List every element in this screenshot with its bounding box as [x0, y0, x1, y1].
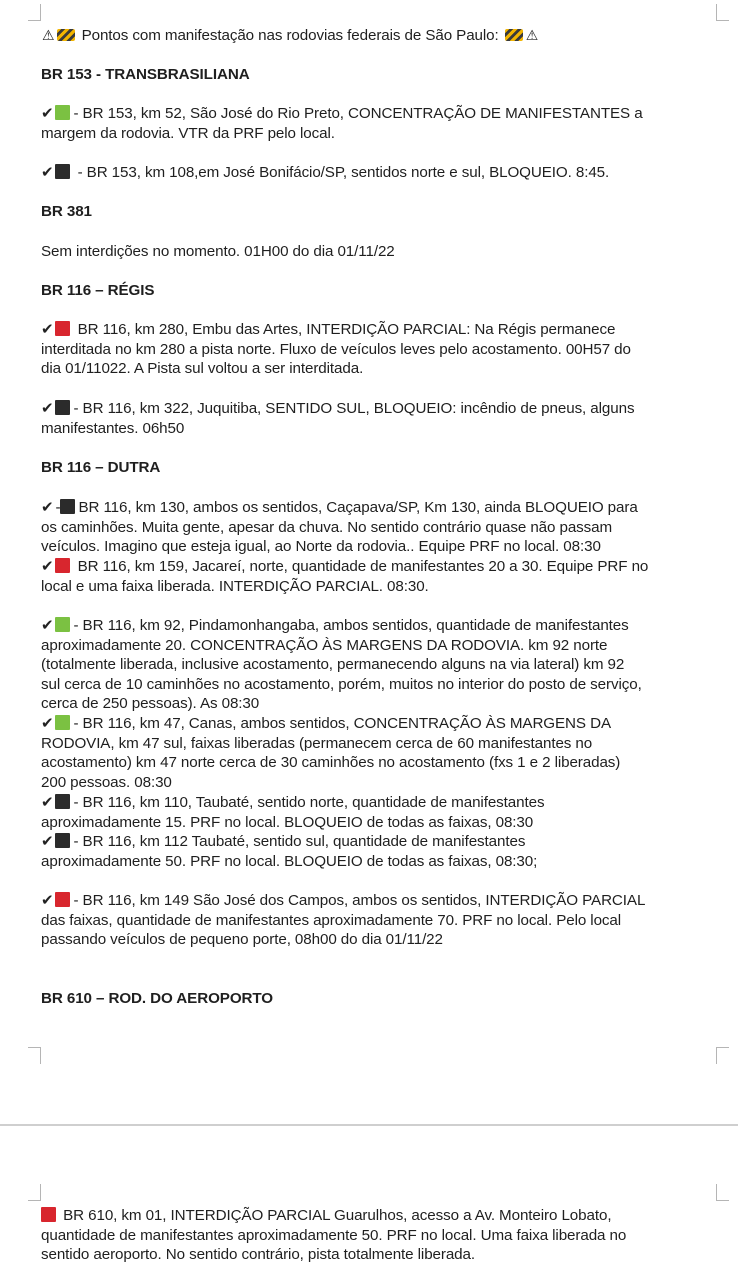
- section-heading: BR 381: [41, 203, 92, 220]
- report-entry: ✔ - BR 153, km 52, São José do Rio Preto, CONCENTRAÇÃO DE MANIFESTANTES a margem da rodovia. VTR da PRF pelo local.: [41, 105, 643, 142]
- check-mark-icon: ✔: [41, 617, 54, 634]
- check-mark-icon: ✔: [41, 105, 54, 122]
- construction-barrier-icon: [505, 29, 523, 41]
- check-mark-icon: ✔: [41, 794, 54, 811]
- warning-icon: ⚠: [525, 27, 539, 43]
- report-entry: ✔ - BR 116, km 47, Canas, ambos sentidos, CONCENTRAÇÃO ÀS MARGENS DA RODOVIA, km 47 sul, faixas liberadas (permanecem cerca de 60 manifestantes no acostamento) km 47 norte cerca de 30 caminhões no acostamento (fxs 1 e 2 liberadas) 200 pessoas. 08:30: [41, 715, 621, 791]
- page-corner-marker: [28, 4, 41, 21]
- report-entry: ✔ - BR 116, km 110, Taubaté, sentido norte, quantidade de manifestantes aproximadamente 15. PRF no local. BLOQUEIO de todas as faixas, 08:30: [41, 794, 545, 831]
- red-square-icon: [55, 892, 70, 907]
- report-entry: ✔ - BR 116, km 112 Taubaté, sentido sul, quantidade de manifestantes aproximadamente 50. PRF no local. BLOQUEIO de todas as faixas, 08:30;: [41, 833, 538, 870]
- black-square-icon: [55, 164, 70, 179]
- check-mark-icon: ✔: [41, 164, 54, 181]
- green-square-icon: [55, 617, 70, 632]
- report-entry: ✔ - BR 116, km 322, Juquitiba, SENTIDO SUL, BLOQUEIO: incêndio de pneus, alguns manifestantes. 06h50: [41, 400, 635, 437]
- red-square-icon: [55, 321, 70, 336]
- page-corner-marker: [28, 1184, 41, 1201]
- check-mark-icon: ✔: [41, 892, 54, 909]
- report-entry: ✔ - BR 153, km 108,em José Bonifácio/SP, sentidos norte e sul, BLOQUEIO. 8:45.: [41, 164, 610, 181]
- section-heading: BR 116 – DUTRA: [41, 459, 161, 476]
- report-entry: ✔ BR 116, km 159, Jacareí, norte, quantidade de manifestantes 20 a 30. Equipe PRF no local e uma faixa liberada. INTERDIÇÃO PARCIAL. 08:30.: [41, 558, 649, 595]
- red-square-icon: [41, 1207, 56, 1222]
- red-square-icon: [55, 558, 70, 573]
- document-title: Pontos com manifestação nas rodovias federais de São Paulo:: [81, 27, 499, 44]
- page-corner-marker: [28, 1047, 41, 1064]
- check-mark-icon: ✔: [41, 499, 54, 516]
- check-mark-icon: ✔: [41, 400, 54, 417]
- report-entry: ✔ - BR 116, km 92, Pindamonhangaba, ambos sentidos, quantidade de manifestantes aproximadamente 20. CONCENTRAÇÃO ÀS MARGENS DA RODOVIA. km 92 norte (totalmente liberada, inclusive acostamento, permanecendo alguns na via lateral) km 92 sul cerca de 10 caminhões no acostamento, porém, muitos no interior do posto de serviço, cerca de 250 pessoas). As 08:30: [41, 617, 642, 713]
- section-heading: BR 610 – ROD. DO AEROPORTO: [41, 990, 274, 1007]
- green-square-icon: [55, 715, 70, 730]
- report-entry: Sem interdições no momento. 01H00 do dia 01/11/22: [41, 243, 395, 260]
- black-square-icon: [60, 499, 75, 514]
- black-square-icon: [55, 400, 70, 415]
- construction-barrier-icon: [57, 29, 75, 41]
- check-mark-icon: ✔: [41, 715, 54, 732]
- page-corner-marker: [716, 1047, 729, 1064]
- report-entry: ✔ - BR 116, km 130, ambos os sentidos, Caçapava/SP, Km 130, ainda BLOQUEIO para os caminhões. Muita gente, apesar da chuva. No sentido contrário quase não passam veículos. Imagino que esteja igual, ao Norte da rodovia.. Equipe PRF no local. 08:30: [41, 499, 638, 556]
- section-heading: BR 116 – RÉGIS: [41, 282, 155, 299]
- report-entry: ✔ BR 116, km 280, Embu das Artes, INTERDIÇÃO PARCIAL: Na Régis permanece interditada no km 280 a pista norte. Fluxo de veículos leves pelo acostamento. 00H57 do dia 01/11022. A Pista sul voltou a ser interditada.: [41, 321, 631, 378]
- document-title-line: [41, 26, 731, 46]
- warning-icon: ⚠: [42, 27, 55, 43]
- document-page-2: [0, 1126, 738, 1279]
- check-mark-icon: ✔: [41, 321, 54, 338]
- report-entry: BR 610, km 01, INTERDIÇÃO PARCIAL Guarulhos, acesso a Av. Monteiro Lobato, quantidade de manifestantes aproximadamente 50. PRF no local. Uma faixa liberada no sentido aeroporto. No sentido contrário, pista totalmente liberada.: [41, 1207, 627, 1264]
- check-mark-icon: ✔: [41, 833, 54, 850]
- check-mark-icon: ✔: [41, 558, 54, 575]
- report-entry: ✔ - BR 116, km 149 São José dos Campos, ambos os sentidos, INTERDIÇÃO PARCIAL das faixas, quantidade de manifestantes aproximadamente 70. PRF no local. Pelo local passando veículos de pequeno porte, 08h00 do dia 01/11/22: [41, 892, 646, 949]
- black-square-icon: [55, 794, 70, 809]
- black-square-icon: [55, 833, 70, 848]
- page-corner-marker: [716, 4, 729, 21]
- page-corner-marker: [716, 1184, 729, 1201]
- section-heading: BR 153 - TRANSBRASILIANA: [41, 66, 250, 83]
- green-square-icon: [55, 105, 70, 120]
